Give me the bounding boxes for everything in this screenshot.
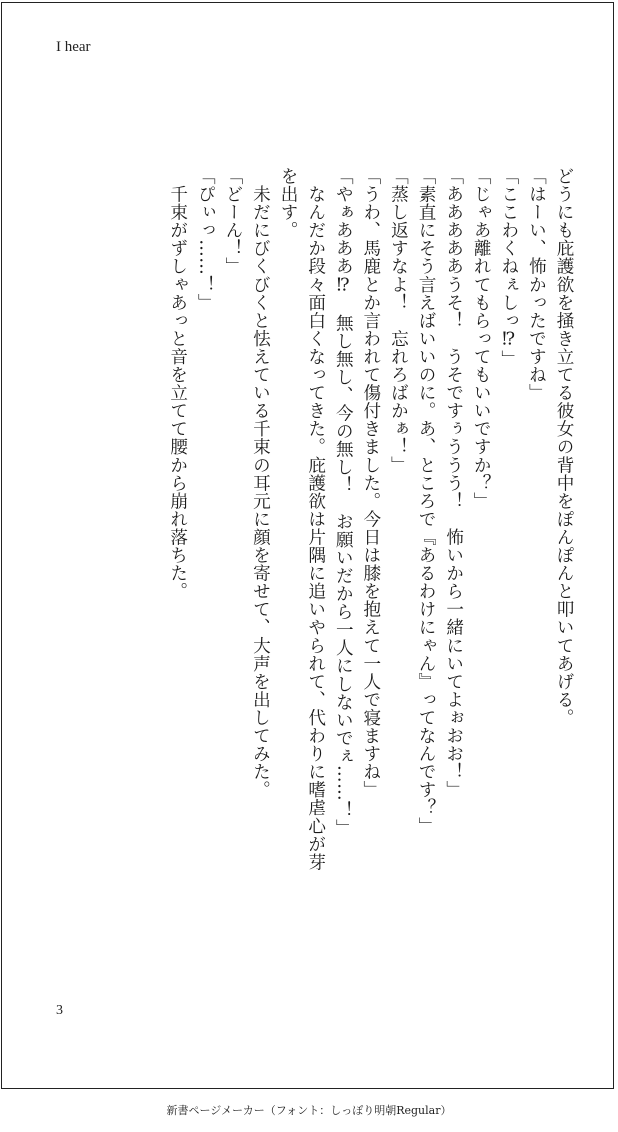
text-line-13: 「どーん！」 [222,167,243,276]
text-line-11: を出す。 [278,167,299,240]
text-line-9: 「やぁあああ⁉ 無し無し、今の無し！ お願いだから一人にしないでぇ……！」 [333,167,354,838]
text-line-14: 「ぴぃっ……！」 [195,167,216,312]
text-line-12: 未だにびくびくと怯えている千束の耳元に顔を寄せて、大声を出してみた。 [250,167,271,799]
text-line-15: 千束がずしゃあっと音を立てて腰から崩れ落ちた。 [167,167,188,601]
book-page [1,2,614,1089]
text-line-3: 「ここわくねぇしっ⁉」 [498,167,519,368]
generator-credit: 新書ページメーカー（フォント：しっぽり明朝Regular） [166,1104,452,1117]
text-line-8: 「うわ、馬鹿とか言われて傷付きました。今日は膝を抱えて一人で寝ますね」 [360,167,381,799]
text-line-6: 「素直にそう言えばいいのに。あ、ところで『あるわけにゃん』ってなんです？」 [416,167,437,835]
text-line-10: なんだか段々面白くなってきた。庇護欲は片隅に追いやられて、代わりに嗜虐心が芽 [305,167,326,871]
text-line-7: 「蒸し返すなよ！ 忘れろばかぁ！」 [388,167,409,474]
text-line-1: どうにも庇護欲を掻き立てる彼女の背中をぽんぽんと叩いてあげる。 [554,167,574,727]
text-line-5: 「あああああうそ！ うそですぅううう！ 怖いから一緒にいてよぉおお！」 [443,167,464,799]
running-header-title: I hear [56,39,91,55]
text-line-4: 「じゃあ離れてもらってもいいですか？」 [471,167,492,510]
vertical-text-body [163,167,577,1007]
text-line-2: 「はーい、怖かったですね」 [526,167,547,402]
page-number: 3 [56,1003,63,1018]
